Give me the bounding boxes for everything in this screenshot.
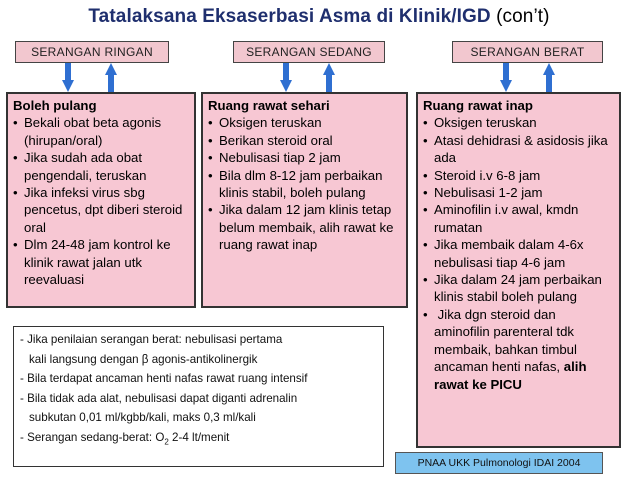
double-arrow-icon: [280, 63, 336, 93]
list-item: • Oksigen teruskan: [423, 114, 615, 131]
note-line: subkutan 0,01 ml/kgbb/kali, maks 0,3 ml/kali: [29, 411, 256, 424]
list-item: • Aminofilin i.v awal, kmdn rumatan: [423, 201, 615, 236]
box-heading: Ruang rawat sehari: [208, 98, 330, 113]
double-arrow-icon: [500, 63, 556, 93]
box-heading: Boleh pulang: [13, 98, 97, 113]
title-suffix: (con’t): [496, 6, 550, 27]
list-item: • Berikan steroid oral: [208, 132, 402, 149]
note-text: - Serangan sedang-berat: O: [20, 430, 165, 444]
box-ruang-rawat-inap: [416, 92, 621, 448]
list-item: • Bila dlm 8-12 jam perbaikan klinis stabil, boleh pulang: [208, 167, 402, 202]
list-item: • Nebulisasi 1-2 jam: [423, 184, 615, 201]
note-line: kali langsung dengan β agonis-antikolinergik: [29, 352, 258, 366]
list-item-emphasis: alih rawat ke PICU: [434, 359, 587, 392]
note-line: - Bila terdapat ancaman henti nafas rawat ruang intensif: [20, 372, 308, 385]
header-serangan-sedang: SERANGAN SEDANG: [233, 41, 385, 63]
list-item: • Bekali obat beta agonis (hirupan/oral): [13, 114, 190, 149]
note-line: [20, 429, 377, 451]
box-ruang-rawat-sehari: [201, 92, 408, 308]
list-item: [423, 306, 615, 393]
list-item: • Jika dalam 24 jam perbaikan klinis stabil boleh pulang: [423, 271, 615, 306]
list-item: • Atasi dehidrasi & asidosis jika ada: [423, 132, 615, 167]
list-item: • Jika dalam 12 jam klinis tetap belum membaik, alih rawat ke ruang rawat inap: [208, 201, 402, 253]
header-serangan-berat: SERANGAN BERAT: [452, 41, 603, 63]
box-heading: Ruang rawat inap: [423, 98, 533, 113]
list-item-text: Jika dgn steroid dan aminofilin parenteral tdk membaik, bahkan timbul ancaman henti nafas,: [434, 306, 577, 375]
list-item: • Nebulisasi tiap 2 jam: [208, 149, 402, 166]
list-item: • Oksigen teruskan: [208, 114, 402, 131]
list-item: • Steroid i.v 6-8 jam: [423, 167, 615, 184]
note-line: - Jika penilaian serangan berat: nebulisasi pertama: [20, 333, 283, 346]
note-text: 2-4 lt/menit: [168, 430, 230, 444]
source-label: PNAA UKK Pulmonologi IDAI 2004: [395, 452, 603, 474]
list-item: • Jika sudah ada obat pengendali, teruskan: [13, 149, 190, 184]
header-serangan-ringan: SERANGAN RINGAN: [15, 41, 169, 63]
page-title: [0, 6, 638, 28]
list-item: • Dlm 24-48 jam kontrol ke klinik rawat jalan utk reevaluasi: [13, 236, 190, 288]
title-main: Tatalaksana Eksaserbasi Asma di Klinik/IGD: [88, 6, 491, 27]
note-line: - Bila tidak ada alat, nebulisasi dapat diganti adrenalin: [20, 391, 298, 405]
list-item: • Jika membaik dalam 4-6x nebulisasi tiap 4-6 jam: [423, 236, 615, 271]
box-boleh-pulang: [6, 92, 196, 308]
notes-box: [13, 326, 384, 467]
double-arrow-icon: [62, 63, 118, 93]
note-subscript: 2: [164, 436, 169, 446]
list-item: • Jika infeksi virus sbg pencetus, dpt diberi steroid oral: [13, 184, 190, 236]
